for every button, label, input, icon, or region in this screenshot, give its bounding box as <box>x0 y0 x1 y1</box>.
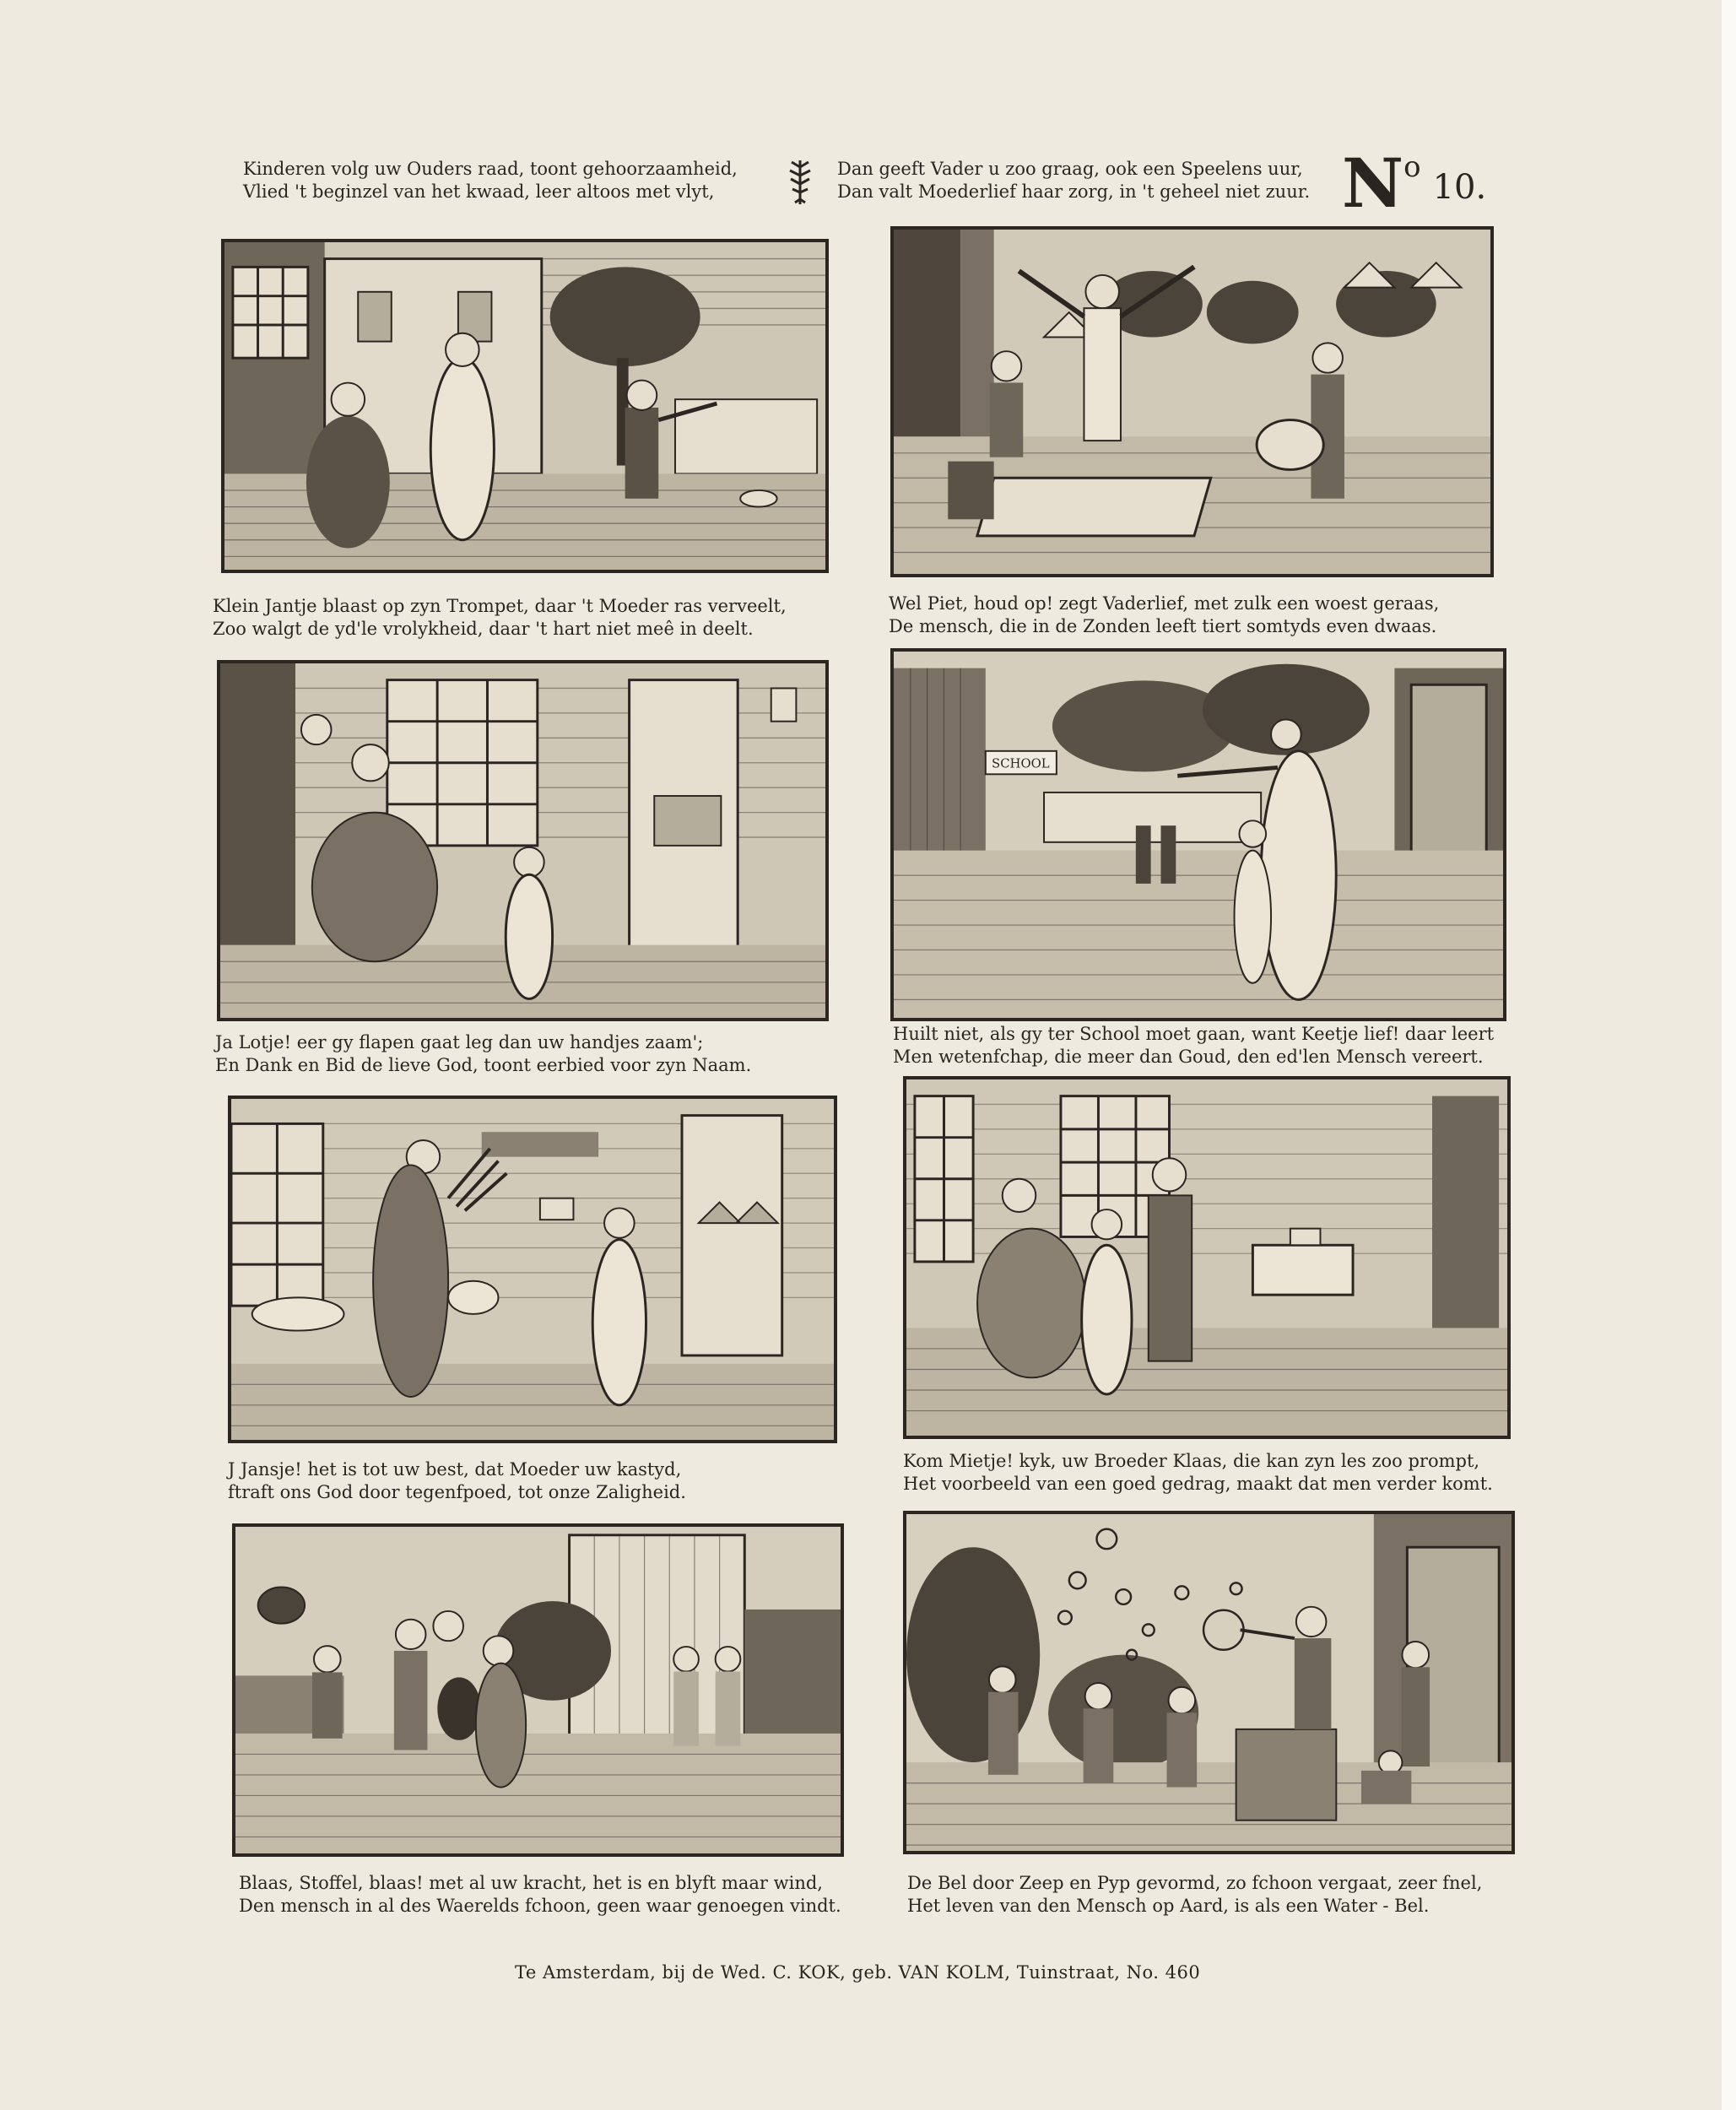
caption-panel-3-line-2: En Dank en Bid de lieve God, toont eerbied voor zyn Naam. <box>215 1055 752 1075</box>
caption-panel-2-line-1: Wel Piet, houd op! zegt Vaderlief, met zulk een woest geraas, <box>889 593 1440 614</box>
sheet-number <box>1342 143 1486 223</box>
woodcut-drum-scene <box>894 230 1490 574</box>
woodcut-panel-3 <box>217 660 829 1021</box>
caption-panel-2 <box>889 592 1439 638</box>
caption-panel-7-line-2: Den mensch in al des Waerelds fchoon, geen waar genoegen vindt. <box>239 1896 841 1916</box>
caption-panel-8 <box>907 1872 1482 1918</box>
caption-panel-5-line-1: J Jansje! het is tot uw best, dat Moeder uw kastyd, <box>228 1459 682 1480</box>
header-verse-left-line-1: Kinderen volg uw Ouders raad, toont gehoorzaamheid, <box>243 159 738 179</box>
caption-panel-5-line-2: ftraft ons God door tegenfpoed, tot onze Zaligheid. <box>228 1482 686 1502</box>
woodcut-panel-2 <box>890 226 1494 577</box>
woodcut-school-scene <box>894 652 1503 1018</box>
caption-panel-1 <box>213 595 787 641</box>
woodcut-lesson-scene <box>906 1079 1507 1436</box>
caption-panel-6-line-2: Het voorbeeld van een goed gedrag, maakt dat men verder komt. <box>903 1474 1493 1494</box>
header-verse-left-line-2: Vlied 't beginzel van het kwaad, leer altoos met vlyt, <box>243 181 715 202</box>
woodcut-bladder-scene <box>235 1527 841 1853</box>
woodcut-punishment-scene <box>231 1099 834 1440</box>
caption-panel-4 <box>893 1023 1494 1069</box>
woodcut-panel-6 <box>903 1076 1511 1439</box>
woodcut-panel-4 <box>890 648 1506 1021</box>
sheet-number-value: 10. <box>1432 168 1487 207</box>
caption-panel-6-line-1: Kom Mietje! kyk, uw Broeder Klaas, die kan zyn les zoo prompt, <box>903 1451 1480 1471</box>
caption-panel-3 <box>215 1031 751 1077</box>
header-verse-right <box>837 158 1310 203</box>
caption-panel-2-line-2: De mensch, die in de Zonden leeft tiert somtyds even dwaas. <box>889 616 1437 636</box>
woodcut-trumpet-scene <box>224 242 825 570</box>
caption-panel-7-line-1: Blaas, Stoffel, blaas! met al uw kracht, het is en blyft maar wind, <box>239 1873 823 1893</box>
woodcut-panel-1 <box>221 239 829 573</box>
woodcut-panel-8 <box>903 1511 1515 1854</box>
header-verse-left <box>243 158 738 203</box>
header-verse-right-line-1: Dan geeft Vader u zoo graag, ook een Speelens uur, <box>837 159 1303 179</box>
caption-panel-6 <box>903 1450 1493 1496</box>
header-verse-right-line-2: Dan valt Moederlief haar zorg, in 't geheel niet zuur. <box>837 181 1311 202</box>
caption-panel-4-line-2: Men wetenfchap, die meer dan Goud, den ed'len Mensch vereert. <box>893 1047 1484 1067</box>
caption-panel-1-line-1: Klein Jantje blaast op zyn Trompet, daar 't Moeder ras verveelt, <box>213 596 787 616</box>
publisher-imprint: Te Amsterdam, bij de Wed. C. KOK, geb. VAN KOLM, Tuinstraat, No. 460 <box>515 1962 1201 1983</box>
sheet-number-suffix: o <box>1403 150 1421 184</box>
woodcut-soap-bubble-scene <box>906 1514 1512 1851</box>
caption-panel-3-line-1: Ja Lotje! eer gy flapen gaat leg dan uw handjes zaam'; <box>215 1032 704 1052</box>
caption-panel-1-line-2: Zoo walgt de yd'le vrolykheid, daar 't hart niet meê in deelt. <box>213 619 754 639</box>
paper-edge <box>1722 0 1736 2110</box>
woodcut-panel-7 <box>232 1523 844 1857</box>
caption-panel-8-line-1: De Bel door Zeep en Pyp gevormd, zo fchoon vergaat, zeer fnel, <box>907 1873 1483 1893</box>
fleuron-ornament-icon <box>787 159 813 206</box>
woodcut-prayer-scene <box>220 663 825 1018</box>
caption-panel-4-line-1: Huilt niet, als gy ter School moet gaan, want Keetje lief! daar leert <box>893 1024 1495 1044</box>
caption-panel-5 <box>228 1458 686 1504</box>
school-sign-text: SCHOOL <box>992 756 1050 771</box>
caption-panel-7 <box>239 1872 841 1918</box>
woodcut-panel-5 <box>228 1096 837 1443</box>
caption-panel-8-line-2: Het leven van den Mensch op Aard, is als een Water - Bel. <box>907 1896 1430 1916</box>
sheet-number-prefix: N <box>1342 143 1401 223</box>
